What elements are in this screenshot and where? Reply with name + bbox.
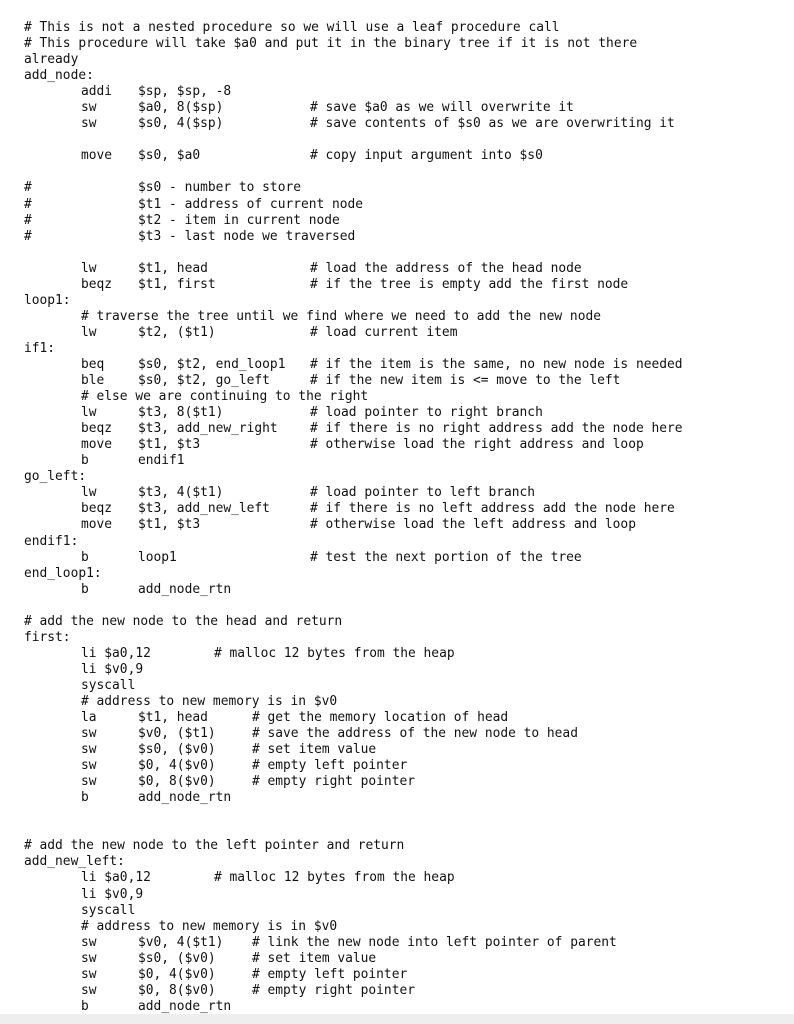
code-line xyxy=(24,678,794,694)
code-label: loop1: xyxy=(24,292,71,308)
code-line xyxy=(24,790,794,806)
code-opcode: lw xyxy=(81,260,97,276)
code-line xyxy=(24,951,794,967)
code-opcode: sw xyxy=(81,726,97,742)
code-line xyxy=(24,983,794,999)
code-line xyxy=(24,309,794,325)
code-comment: # empty right pointer xyxy=(252,774,415,790)
code-text: $t3 - last node we traversed xyxy=(138,228,356,244)
code-opcode: sw xyxy=(81,982,97,998)
code-text: $s0, ($v0) xyxy=(138,950,216,966)
code-comment: # load current item xyxy=(310,324,458,340)
code-comment: # empty left pointer xyxy=(252,758,408,774)
code-line xyxy=(24,84,794,100)
code-opcode: b xyxy=(81,790,89,806)
code-text: add_node_rtn xyxy=(138,581,232,597)
code-comment: # load the address of the head node xyxy=(310,260,582,276)
code-comment: # empty right pointer xyxy=(252,982,415,998)
code-line xyxy=(24,967,794,983)
code-comment: # otherwise load the left address and loop xyxy=(310,517,636,533)
code-line xyxy=(24,197,794,213)
code-line xyxy=(24,100,794,116)
code-line xyxy=(24,132,794,148)
code-text: loop1 xyxy=(138,549,177,565)
code-opcode: b xyxy=(81,581,89,597)
code-comment: # otherwise load the right address and loop xyxy=(310,437,644,453)
code-opcode: b xyxy=(81,453,89,469)
code-comment: # if the new item is <= move to the left xyxy=(310,373,621,389)
code-text: syscall xyxy=(81,677,136,693)
code-text: $s0, $t2, go_left xyxy=(138,373,270,389)
code-line xyxy=(24,630,794,646)
code-line xyxy=(24,566,794,582)
code-line xyxy=(24,68,794,84)
code-text: $sp, $sp, -8 xyxy=(138,84,232,100)
code-line xyxy=(24,485,794,501)
code-text: $v0, ($t1) xyxy=(138,726,216,742)
code-line xyxy=(24,20,794,36)
code-text: already xyxy=(24,52,79,68)
code-text: $0, 4($v0) xyxy=(138,966,216,982)
code-label: first: xyxy=(24,629,71,645)
code-text: $v0, 4($t1) xyxy=(138,934,224,950)
code-text: $s0, $a0 xyxy=(138,148,201,164)
code-comment: # save contents of $s0 as we are overwriting it xyxy=(310,116,675,132)
code-comment: # if there is no left address add the node here xyxy=(310,501,675,517)
code-text: add_node_rtn xyxy=(138,998,232,1014)
code-line xyxy=(24,437,794,453)
code-comment: # add the new node to the left pointer and return xyxy=(24,838,405,854)
code-comment: # set item value xyxy=(252,742,377,758)
code-opcode: sw xyxy=(81,950,97,966)
code-comment: # else we are continuing to the right xyxy=(81,389,369,405)
code-label: if1: xyxy=(24,340,56,356)
code-line xyxy=(24,325,794,341)
code-line xyxy=(24,357,794,373)
code-text: endif1 xyxy=(138,453,185,469)
code-comment: # load pointer to left branch xyxy=(310,485,536,501)
code-text: $t1, $t3 xyxy=(138,517,201,533)
code-line xyxy=(24,245,794,261)
code-line xyxy=(24,453,794,469)
code-opcode: b xyxy=(81,998,89,1014)
code-line xyxy=(24,501,794,517)
code-line xyxy=(24,421,794,437)
code-line xyxy=(24,36,794,52)
code-line xyxy=(24,277,794,293)
code-opcode: move xyxy=(81,148,113,164)
code-line xyxy=(24,517,794,533)
code-line xyxy=(24,469,794,485)
code-line xyxy=(24,838,794,854)
code-opcode: lw xyxy=(81,324,97,340)
code-text: $s0, 4($sp) xyxy=(138,116,224,132)
code-line xyxy=(24,52,794,68)
code-comment: # xyxy=(24,196,32,212)
code-text: $t3, 8($t1) xyxy=(138,405,224,421)
code-opcode: move xyxy=(81,437,113,453)
code-opcode: beqz xyxy=(81,421,113,437)
code-comment: # save $a0 as we will overwrite it xyxy=(310,100,574,116)
code-comment: # empty left pointer xyxy=(252,966,408,982)
code-opcode: beq xyxy=(81,356,105,372)
code-line xyxy=(24,935,794,951)
code-line xyxy=(24,774,794,790)
code-comment: # add the new node to the head and return xyxy=(24,613,343,629)
code-opcode: lw xyxy=(81,485,97,501)
code-comment: # link the new node into left pointer of parent xyxy=(252,934,617,950)
code-line xyxy=(24,213,794,229)
code-comment: # traverse the tree until we find where we need to add the new node xyxy=(81,308,601,324)
code-line xyxy=(24,598,794,614)
code-line xyxy=(24,261,794,277)
code-comment: # malloc 12 bytes from the heap xyxy=(214,870,455,886)
code-opcode: sw xyxy=(81,742,97,758)
code-comment: # copy input argument into $s0 xyxy=(310,148,543,164)
code-label: end_loop1: xyxy=(24,565,102,581)
code-text: $t3, add_new_left xyxy=(138,501,270,517)
code-text: $0, 4($v0) xyxy=(138,758,216,774)
code-line xyxy=(24,614,794,630)
code-opcode: b xyxy=(81,549,89,565)
code-line xyxy=(24,742,794,758)
code-text: $t1, first xyxy=(138,276,216,292)
code-text: $t3, 4($t1) xyxy=(138,485,224,501)
code-text: li $v0,9 xyxy=(81,886,144,902)
code-opcode: lw xyxy=(81,405,97,421)
code-line xyxy=(24,999,794,1015)
code-line xyxy=(24,806,794,822)
code-line xyxy=(24,164,794,180)
code-line xyxy=(24,646,794,662)
code-opcode: sw xyxy=(81,774,97,790)
code-opcode: sw xyxy=(81,934,97,950)
code-line xyxy=(24,903,794,919)
code-text: $t1, head xyxy=(138,710,208,726)
code-comment: # This procedure will take $a0 and put it in the binary tree if it is not there xyxy=(24,36,638,52)
code-label: add_new_left: xyxy=(24,854,125,870)
code-comment: # load pointer to right branch xyxy=(310,405,543,421)
code-opcode: sw xyxy=(81,758,97,774)
code-line xyxy=(24,550,794,566)
code-line xyxy=(24,534,794,550)
code-text: li $v0,9 xyxy=(81,661,144,677)
code-line xyxy=(24,710,794,726)
code-comment: # if the tree is empty add the first node xyxy=(310,276,629,292)
code-text: $0, 8($v0) xyxy=(138,982,216,998)
code-comment: # set item value xyxy=(252,950,377,966)
code-opcode: sw xyxy=(81,966,97,982)
code-text: $t1 - address of current node xyxy=(138,196,364,212)
code-text: li $a0,12 xyxy=(81,645,151,661)
code-text: syscall xyxy=(81,902,136,918)
code-comment: # xyxy=(24,180,32,196)
code-text: $s0, ($v0) xyxy=(138,742,216,758)
code-comment: # xyxy=(24,212,32,228)
code-comment: # address to new memory is in $v0 xyxy=(81,918,338,934)
code-text: li $a0,12 xyxy=(81,870,151,886)
code-opcode: move xyxy=(81,517,113,533)
code-line xyxy=(24,229,794,245)
code-line xyxy=(24,582,794,598)
code-text: $t2 - item in current node xyxy=(138,212,340,228)
code-line xyxy=(24,822,794,838)
code-comment: # This is not a nested procedure so we will use a leaf procedure call xyxy=(24,20,560,35)
code-text: $s0 - number to store xyxy=(138,180,301,196)
code-line xyxy=(24,116,794,132)
code-line xyxy=(24,887,794,903)
code-comment: # malloc 12 bytes from the heap xyxy=(214,645,455,661)
code-line xyxy=(24,180,794,196)
code-text: $0, 8($v0) xyxy=(138,774,216,790)
code-text: $t1, $t3 xyxy=(138,437,201,453)
code-opcode: sw xyxy=(81,116,97,132)
code-opcode: ble xyxy=(81,373,105,389)
code-text: $t1, head xyxy=(138,260,208,276)
code-opcode: sw xyxy=(81,100,97,116)
page-bottom-shade xyxy=(0,1014,794,1024)
code-line xyxy=(24,341,794,357)
code-comment: # if there is no right address add the node here xyxy=(310,421,683,437)
code-listing xyxy=(24,20,794,1015)
code-text: $t2, ($t1) xyxy=(138,324,216,340)
code-line xyxy=(24,389,794,405)
code-line xyxy=(24,373,794,389)
code-label: add_node: xyxy=(24,68,94,84)
code-opcode: beqz xyxy=(81,276,113,292)
code-line xyxy=(24,293,794,309)
code-comment: # get the memory location of head xyxy=(252,710,509,726)
code-comment: # xyxy=(24,228,32,244)
code-line xyxy=(24,726,794,742)
code-opcode: la xyxy=(81,710,97,726)
code-line xyxy=(24,919,794,935)
code-opcode: beqz xyxy=(81,501,113,517)
code-line xyxy=(24,405,794,421)
code-text: $t3, add_new_right xyxy=(138,421,278,437)
code-text: add_node_rtn xyxy=(138,790,232,806)
code-comment: # test the next portion of the tree xyxy=(310,549,582,565)
code-comment: # save the address of the new node to head xyxy=(252,726,578,742)
code-comment: # address to new memory is in $v0 xyxy=(81,693,338,709)
code-line xyxy=(24,694,794,710)
code-line xyxy=(24,854,794,870)
code-line xyxy=(24,662,794,678)
code-label: go_left: xyxy=(24,469,87,485)
code-comment: # if the item is the same, no new node is needed xyxy=(310,356,683,372)
code-line xyxy=(24,758,794,774)
code-text: $a0, 8($sp) xyxy=(138,100,224,116)
code-opcode: addi xyxy=(81,84,113,100)
code-label: endif1: xyxy=(24,533,79,549)
code-text: $s0, $t2, end_loop1 xyxy=(138,356,286,372)
code-line xyxy=(24,870,794,886)
code-line xyxy=(24,148,794,164)
